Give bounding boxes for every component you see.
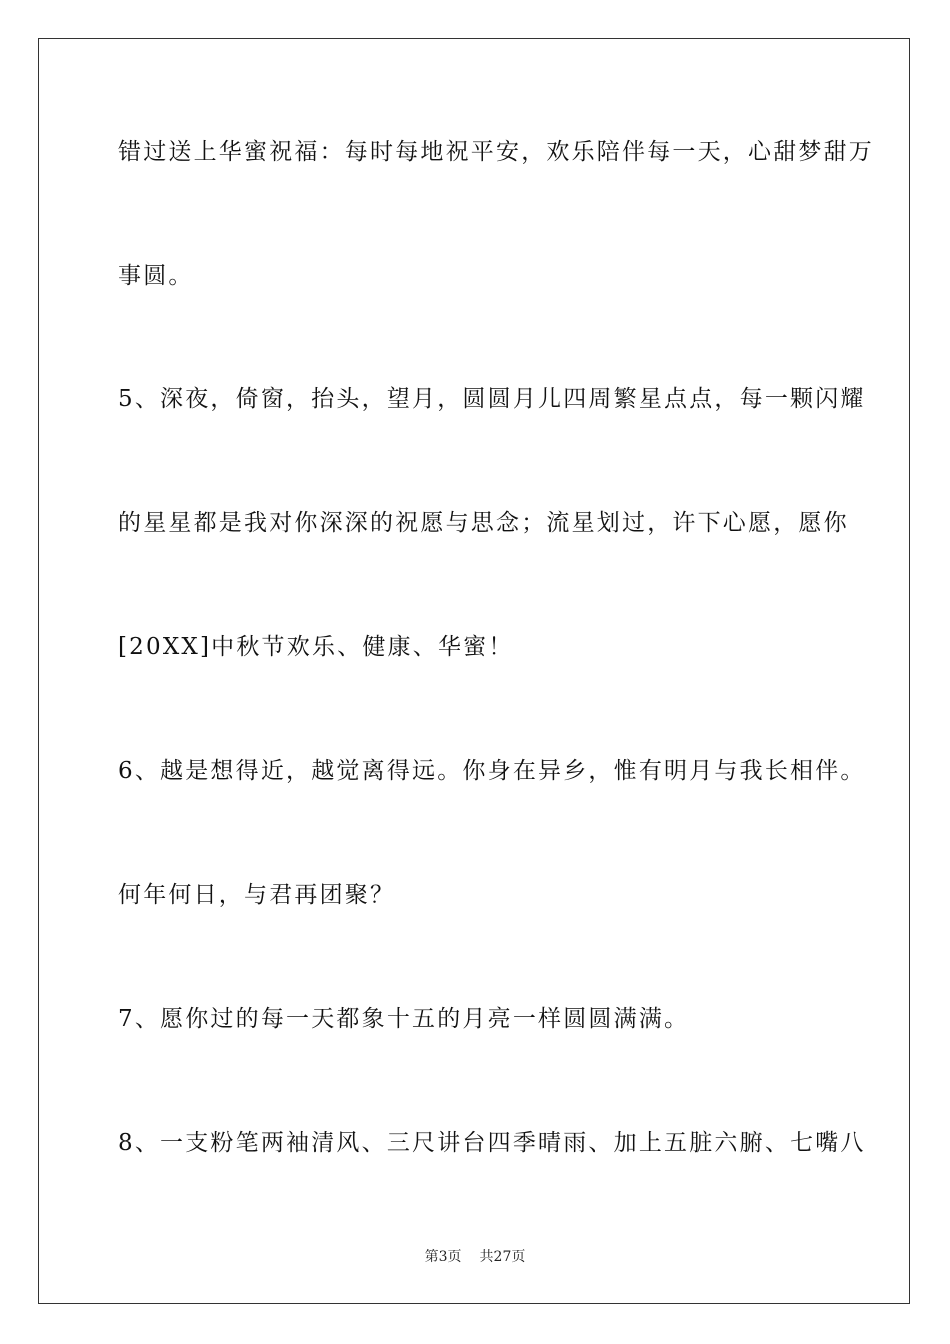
text-line: 6、越是想得近，越觉离得远。你身在异乡，惟有明月与我长相伴。 <box>118 758 866 784</box>
page-total: 共27页 <box>479 1249 526 1265</box>
text-line: 8、一支粉笔两袖清风、三尺讲台四季晴雨、加上五脏六腑、七嘴八 <box>118 1130 866 1156</box>
page-footer <box>0 1247 950 1267</box>
page-border <box>38 38 910 1304</box>
text-line: 7、愿你过的每一天都象十五的月亮一样圆圆满满。 <box>118 1006 690 1032</box>
text-line: 的星星都是我对你深深的祝愿与思念；流星划过，许下心愿，愿你 <box>118 510 849 536</box>
text-line: 何年何日，与君再团聚？ <box>118 882 396 908</box>
text-line: 5、深夜，倚窗，抬头，望月，圆圆月儿四周繁星点点，每一颗闪耀 <box>118 386 866 412</box>
page-number: 第3页 <box>424 1249 462 1265</box>
text-line: 事圆。 <box>118 263 194 289</box>
text-line: 错过送上华蜜祝福：每时每地祝平安，欢乐陪伴每一天，心甜梦甜万 <box>118 139 874 165</box>
text-line: [20XX]中秋节欢乐、健康、华蜜！ <box>118 634 514 660</box>
